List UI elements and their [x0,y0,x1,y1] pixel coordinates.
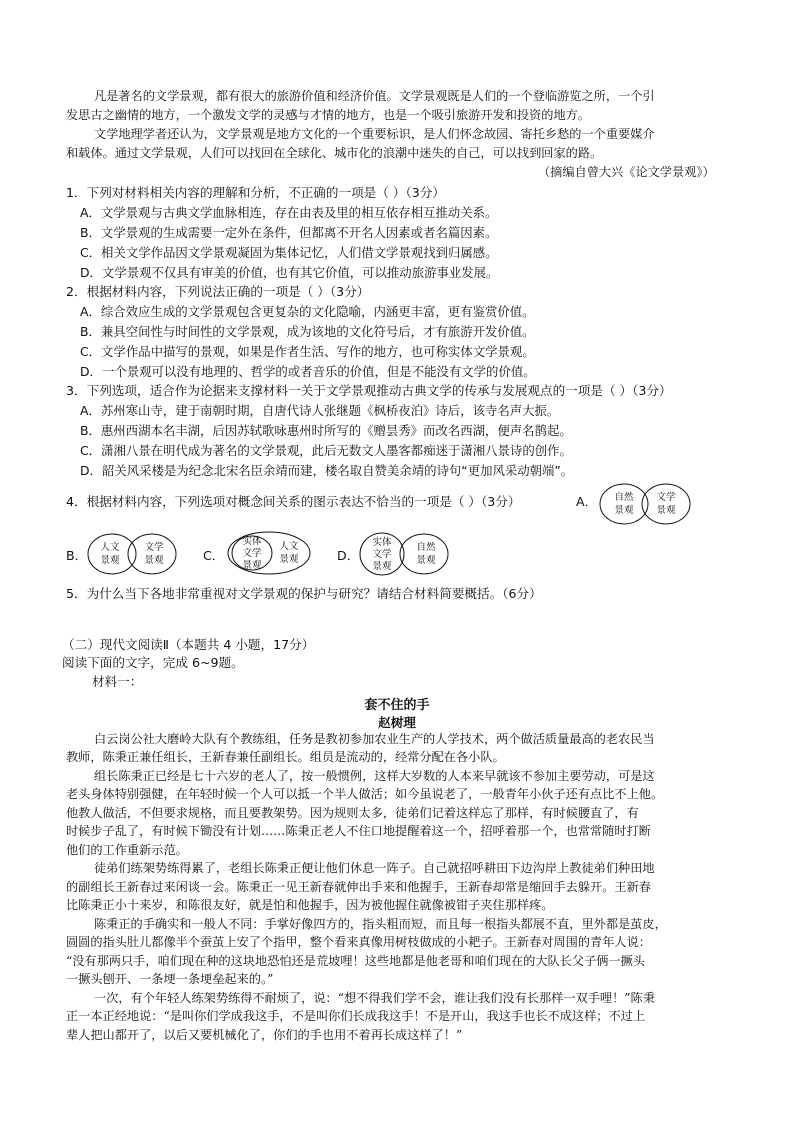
article-title: 套不住的手 [364,698,430,713]
venn-diagram-d [358,531,450,577]
story-p3-line-3: 比陈秉正小十来岁，和陈很友好，就是怕和他握手，因为被他握住就像被钳子夹住那样疼。 [66,898,554,912]
story-p3-line-2: 的副组长王新春过来闲谈一会。陈秉正一见王新春就伸出手来和他握手，王新春却常是缩回手去躲开。王新春 [66,880,651,894]
question-3-option-a: A．苏州寒山寺，建于南朝时期，自唐代诗人张继题《枫桥夜泊》诗后，该寺名声大振。 [80,403,560,418]
question-1-option-b: B．文学景观的生成需要一定外在条件，但都离不开名人因素或者名篇因素。 [80,225,498,240]
intro-line-1: 凡是著名的文学景观，都有很大的旅游价值和经济价值。文学景观既是人们的一个登临游览之所，一个引 [94,89,655,103]
story-p4-line-3: “没有那两只手，咱们现在种的这块地恐怕还是荒坡哩！这些地都是他老哥和咱们现在的大队长父子俩一撅头 [66,954,646,968]
venn-a-right-1: 文学 [656,492,676,503]
intro-line-3: 文学地理学者还认为，文学景观是地方文化的一个重要标识，是人们怀念故园、寄托乡愁的一个重要媒介 [94,127,655,141]
venn-diagram-b [86,532,180,576]
question-2-option-c: C．文学作品中描写的景观，如果是作者生活、写作的地方，也可称实体文学景观。 [80,344,535,359]
question-3-option-d: D．韶关风采楼是为纪念北宋名臣余靖而建，楼名取自赞美余靖的诗句“更加风采动朝端”。 [80,463,574,478]
venn-d-right-2: 景观 [416,555,436,566]
story-p5-line-3: 辈人把山都开了，以后又要机械化了，你们的手也用不着再长成这样了！” [66,1028,463,1042]
venn-diagram-a [598,482,692,526]
venn-b-right-1: 文学 [144,542,164,553]
story-p4-line-2: 圆圆的指头肚儿都像半个蚕茧上安了个指甲，整个看来真像用树枝做成的小耙子。王新春对周围的青年人说： [66,935,651,949]
question-2-stem: 2．根据材料内容，下列说法正确的一项是（ ）（3分） [66,284,370,299]
venn-c-outer-2: 景观 [279,554,299,565]
venn-c-inner-2: 文学 [242,548,262,559]
question-1-option-d: D．文学景观不仅具有审美的价值，也有其它价值，可以推动旅游事业发展。 [80,265,499,280]
venn-a-right-2: 景观 [656,505,676,516]
story-p1-line-2: 教师，陈秉正兼任组长，王新春兼任副组长。组员是流动的，经常分配在各小队。 [66,750,505,764]
section-instruction: 阅读下面的文字，完成 6~9题。 [62,655,244,670]
venn-c-outer-1: 人文 [279,541,299,552]
story-p1-line-1: 白云岗公社大磨岭大队有个教练组，任务是教初参加农业生产的人学技术，两个做活质量最高的老农民当 [94,732,655,746]
question-5: 5．为什么当下各地非常重视对文学景观的保护与研究？请结合材料简要概括。（6分） [66,586,542,601]
question-1-option-a: A．文学景观与古典文学血脉相连，存在由表及里的相互依存相互推动关系。 [80,205,498,220]
article-author: 赵树理 [378,715,416,730]
question-1-stem: 1．下列对材料相关内容的理解和分析，不正确的一项是（ ）（3分） [66,185,445,200]
question-3-option-c: C．潇湘八景在明代成为著名的文学景观，此后无数文人墨客都痴迷于潇湘八景诗的创作。 [80,443,572,458]
story-p2-line-2: 老头身体特别强健，在年轻时候一个人可以抵一个半人做活；如今虽说老了，一般青年小伙子还有点比不上他。 [66,787,664,801]
venn-d-left-1: 实体 [372,537,392,548]
story-p4-line-4: 一撅头刨开、一条埂一条埂垒起来的。” [66,972,274,986]
venn-b-left-2: 景观 [100,555,120,566]
venn-d-left-2: 文学 [372,549,392,560]
question-3-stem: 3．下列选项，适合作为论据来支撑材料一关于文学景观推动古典文学的传承与发展观点的一项是（ ）（3分） [66,383,672,398]
story-p4-line-1: 陈秉正的手确实和一般人不同：手掌好像四方的，指头粗而短，而且每一根指头都展不直，里外都是茧皮， [94,917,667,931]
intro-line-4: 和载体。通过文学景观，人们可以找回在全球化、城市化的浪潮中迷失的自己，可以找到回家的路。 [66,146,603,160]
story-p5-line-2: 正一本正经地说：“是叫你们学成我这手，不是叫你们长成我这手！不是开山，我这手也长不成这样；不过上 [66,1009,646,1023]
question-4-label-d: D． [337,548,360,563]
story-p2-line-1: 组长陈秉正已经是七十六岁的老人了，按一般惯例，这样大岁数的人本来早就该不参加主要劳动，可是这 [94,769,655,783]
story-p3-line-1: 徒弟们练架势练得累了，老组长陈秉正便让他们休息一阵子。自己就招呼耕田下边沟岸上教徒弟们种田地 [94,861,655,875]
venn-a-left-2: 景观 [614,505,634,516]
question-2-option-a: A．综合效应生成的文学景观包含更复杂的文化隐喻，内涵更丰富，更有鉴赏价值。 [80,304,535,319]
story-p5-line-1: 一次，有个年轻人练架势练得不耐烦了，说：“想不得我们学不会，谁让我们没有长那样一双手哩！”陈秉 [94,991,655,1005]
venn-d-right-1: 自然 [416,542,436,553]
venn-b-right-2: 景观 [144,555,164,566]
section-heading: （二）现代文阅读Ⅱ（本题共 4 小题，17分） [62,637,315,652]
intro-line-2: 发思古之幽情的地方，一个激发文学的灵感与才情的地方，也是一个吸引旅游开发和投资的地方。 [66,108,591,122]
venn-b-left-1: 人文 [100,542,120,553]
question-3-option-b: B．惠州西湖本名丰湖，后因苏轼歌咏惠州时所写的《赠昙秀》而改名西湖，便声名鹊起。 [80,423,572,438]
story-p2-line-5: 他们的工作重新示范。 [66,843,188,857]
story-p2-line-3: 他教人做活，不但要求规格，而且要教架势。因为规则太多，徒弟们记着这样忘了那样，有时候腰直了，有 [66,806,639,820]
venn-d-left-3: 景观 [372,561,392,572]
question-4-label-b: B． [66,548,88,563]
question-2-option-d: D．一个景观可以没有地理的、哲学的或者音乐的价值，但是不能没有文学的价值。 [80,364,536,379]
question-4-label-c: C． [203,548,225,563]
story-p2-line-4: 时候步子乱了，有时候下锄没有计划……陈秉正老人不住口地提醒着这一个，招呼着那一个，也常常随时打断 [66,824,651,838]
question-4-stem: 4．根据材料内容，下列选项对概念间关系的图示表达不恰当的一项是（ ）（3分） [66,494,521,509]
venn-c-inner-3: 景观 [242,560,262,571]
venn-a-left-1: 自然 [614,492,634,503]
question-2-option-b: B．兼具空间性与时间性的文学景观，成为该地的文化符号后，才有旅游开发价值。 [80,324,535,339]
material-label: 材料一： [92,674,143,689]
intro-source: （摘编自曾大兴《论文学景观》） [538,165,715,179]
question-4-label-a: A． [576,494,598,509]
venn-c-inner-1: 实体 [242,536,262,547]
venn-diagram-c [226,530,312,576]
question-1-option-c: C．相关文学作品因文学景观凝固为集体记忆，人们借文学景观找到归属感。 [80,245,498,260]
